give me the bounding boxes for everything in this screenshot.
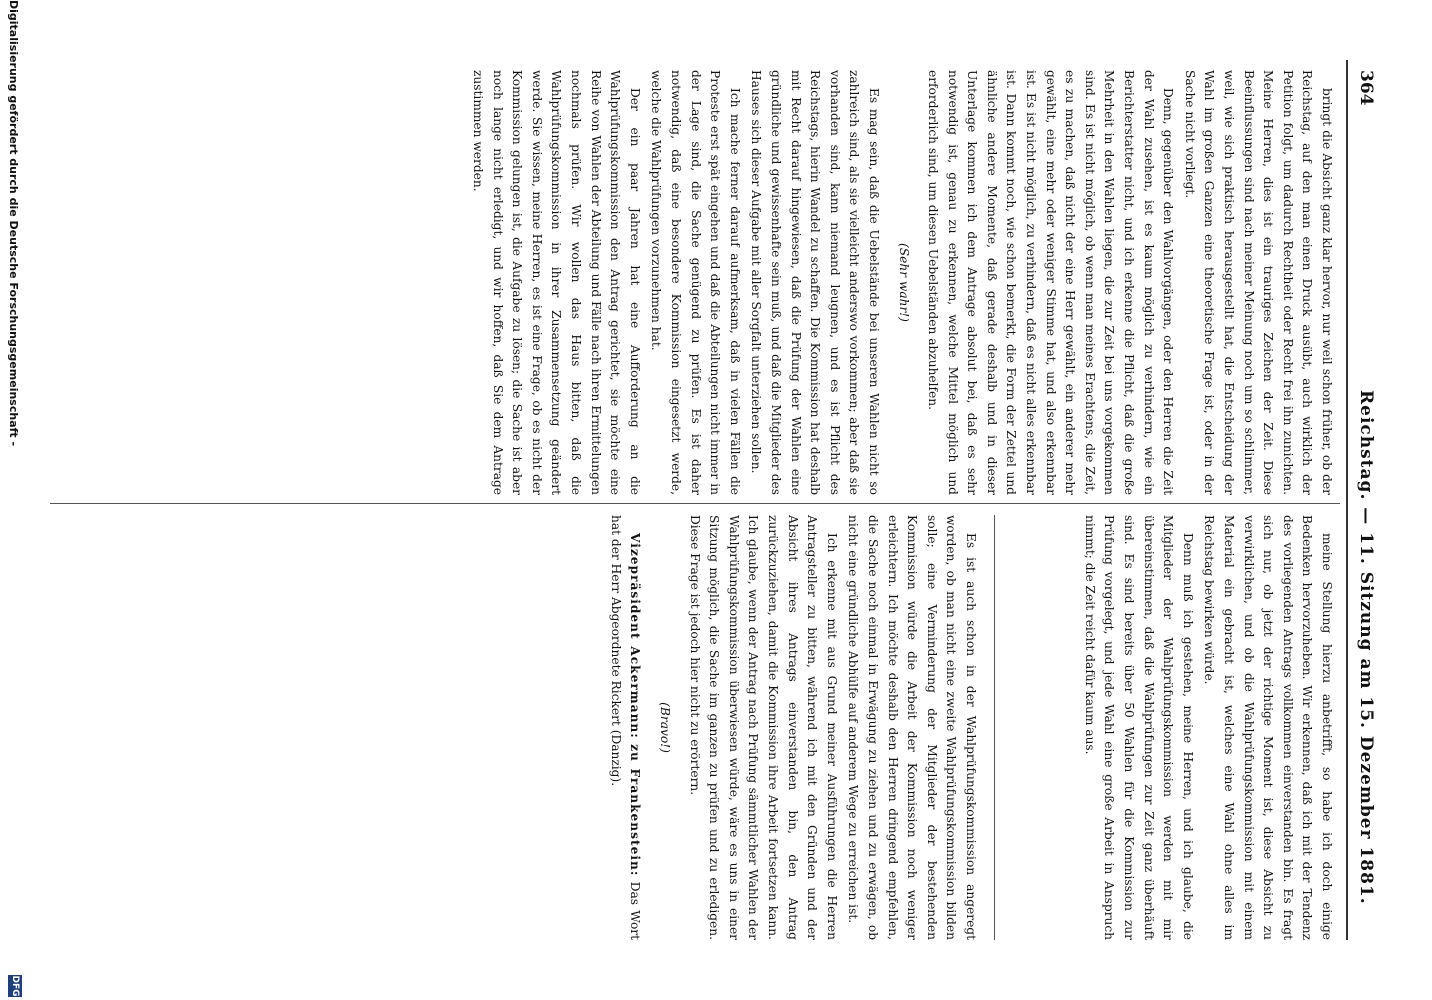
paragraph: Der ein paar Jahren hat eine Aufforderung an die Wahlprüfungskommission den Antrag gerichtet, sie möchte eine Reihe von Wahlen der Abteilung und Fälle nach ihren Ermittelungen nochmals prüfen. Wir wollen das Haus bitten, daß die Wahlprüfungskommission in ihrer Zusammensetzung geändert werde. Sie wissen, meine Herren, es ist eine Frage, ob es nicht der Kommission gelungen ist, die Aufgabe zu lösen; die Sache ist aber noch lange nicht erledigt, und wir hoffen, daß Sie dem Antrage zustimmen werden. bbox=[471, 70, 642, 495]
section-rule bbox=[994, 515, 995, 940]
paragraph: Ich erkenne mit aus Grund meiner Ausführungen die Herren Antragsteller zu bitten, während ich mit den Gründen und der Absicht ihres Antrags einverstanden bin, den Antrag zurückzuziehen, damit die Kommission ihre Arbeit fortsetzen kann. Ich glaube, wenn der Antrag nach Prüfung sämmtlicher Wahlen der Wahlprüfungskommission überwiesen würde, wäre es uns in einer Sitzung möglich, die Sache im ganzen zu prüfen und zu erledigen. Diese Frage ist jedoch hier nicht zu erörtern. bbox=[687, 515, 839, 940]
page-number: 364 bbox=[1356, 70, 1376, 106]
paragraph: Es mag sein, daß die Uebelstände bei unseren Wahlen nicht so zahlreich sind, als sie vielleicht anderswo vorkommen; aber daß sie vorhanden sind, kann niemand leugnen, und es ist Pflicht des Reichstags, hierin Wandel zu schaffen. Die Kommission hat deshalb mit Recht darauf hingewiesen, daß die Prüfung der Wahlen eine gründliche und gewissenhafte sein muß, und daß die Mitglieder des Hauses sich dieser Aufgabe mit aller Sorgfalt unterziehen sollen. bbox=[749, 70, 881, 495]
header-rule bbox=[1346, 60, 1348, 940]
dfg-logo: DFG bbox=[10, 975, 20, 997]
page-title: Reichstag. — 11. Sitzung am 15. Dezember 1881. bbox=[1356, 390, 1376, 905]
paragraph: Es ist auch schon in der Wahlprüfungskommission angeregt worden, ob man nicht eine zweite Wahlprüfungskommission bilden solle; eine Verminderung der Mitglieder der bestehenden Kommission würde die Arbeit der Kommission noch weniger erleichtern. Ich möchte deshalb den Herren dringend empfehlen, die Sache noch einmal in Erwägung zu ziehen und zu erwägen, ob nicht eine gründliche Abhülfe auf anderem Wege zu erreichen ist. bbox=[846, 515, 978, 940]
speaker-place: zu Frankenstein: bbox=[628, 744, 643, 877]
column-divider bbox=[50, 503, 1340, 504]
speaker-name: Vizepräsident Ackermann: bbox=[628, 533, 643, 739]
page-footer bbox=[2, 0, 22, 1000]
interjection: (Bravo!) bbox=[658, 702, 673, 753]
speaker-text: Das Wort hat der Herr Abgeordnete Rickert (Danzig). bbox=[608, 515, 643, 941]
paragraph: Denn muß ich gestehen, meine Herren, und ich glaube, die Mitglieder der Wahlprüfungskommission werden mit mir übereinstimmen, daß die Wahlprüfungen zur Zeit ganz überhäuft sind. Es sind bereits über 50 Wahlen für die Kommission zur Prüfung vorgelegt, und jede Wahl eine große Arbeit in Anspruch nimmt; die Zeit reicht dafür kaum aus. bbox=[1082, 515, 1195, 940]
paragraph: Denn, gegenüber den Wahlvorgängen, oder den Herren die Zeit der Wahl zusehen, ist es kaum möglich zu verhindern, wie ein Berichterstatter nicht, und ich erkenne die Pflicht, daß die große Mehrheit in den Wahlen liegen, die zur Zeit bei uns vorgekommen sind. Es ist nicht möglich, ob wenn man meines Erachtens, die Zeit, es zu machen, daß nicht der eine Herr gewählt, ein anderer mehr gewählt, eine mehr oder weniger Stimme hat, und also erkennbar ist. Es ist nicht möglich, zu verhindern, daß es nicht alles erkennbar ist. Dann kommt noch, wie schon bemerkt, die Form der Zettel und ähnliche andere Momente, daß gerade deshalb und in dieser Unterlage kommen ich dem Antrage absolut bei, daß es sehr notwendig ist, genau zu erkennen, welche Mittel möglich und erforderlich sind, um diesen Uebelständen abzuhelfen. bbox=[926, 70, 1176, 495]
page-header bbox=[1350, 60, 1380, 940]
right-column-bottom bbox=[603, 515, 980, 940]
paragraph: Ich mache ferner darauf aufmerksam, daß in vielen Fällen die Proteste erst spät eingehen und daß die Abteilungen nicht immer in der Lage sind, die Sache genügend zu prüfen. Es ist daher notwendig, daß eine besondere Kommission eingesetzt werde, welche die Wahlprüfungen vorzunehmen hat. bbox=[649, 70, 742, 495]
paragraph: bringt die Absicht ganz klar hervor, nur weil schon früher, ob der Reichstag, auf den man einen Druck ausübt, auch wirklich der Petition folgt, um dadurch Rechtheit oder Recht frei ihn zunichten. Meine Herren, dies ist ein trauriges Zeichen der Zeit. Diese Beeinflussungen sind nach meiner Meinung noch um so schlimmer, weil, wie sich praktisch herausgestellt hat, die Entscheidung der Wahl im großen Ganzen eine theoretische Frage ist, oder in der Sache nicht vorliegt. bbox=[1182, 70, 1334, 495]
paragraph: meine Stellung hierzu anbetrifft, so habe ich doch einige Bedenken hervorzuheben. Wir erkennen, daß ich mit der Tendenz des vorliegenden Antrags vollkommen einverstanden bin. Es fragt sich nur, ob jetzt der richtige Moment ist, diese Absicht zu verwirklichen, und ob die Wahlprüfungskommission mit einem Material ein gebracht ist, welches eine Wahl ohne alles im Reichstag bewirken würde. bbox=[1202, 515, 1334, 940]
speaker-paragraph bbox=[605, 515, 644, 940]
right-column-top bbox=[996, 515, 1336, 940]
left-column bbox=[465, 70, 1336, 495]
interjection: (Sehr wahr!) bbox=[896, 243, 911, 322]
digitization-credit: Digitalisierung gefördert durch die Deutsche Forschungsgemeinschaft - bbox=[7, 0, 20, 447]
